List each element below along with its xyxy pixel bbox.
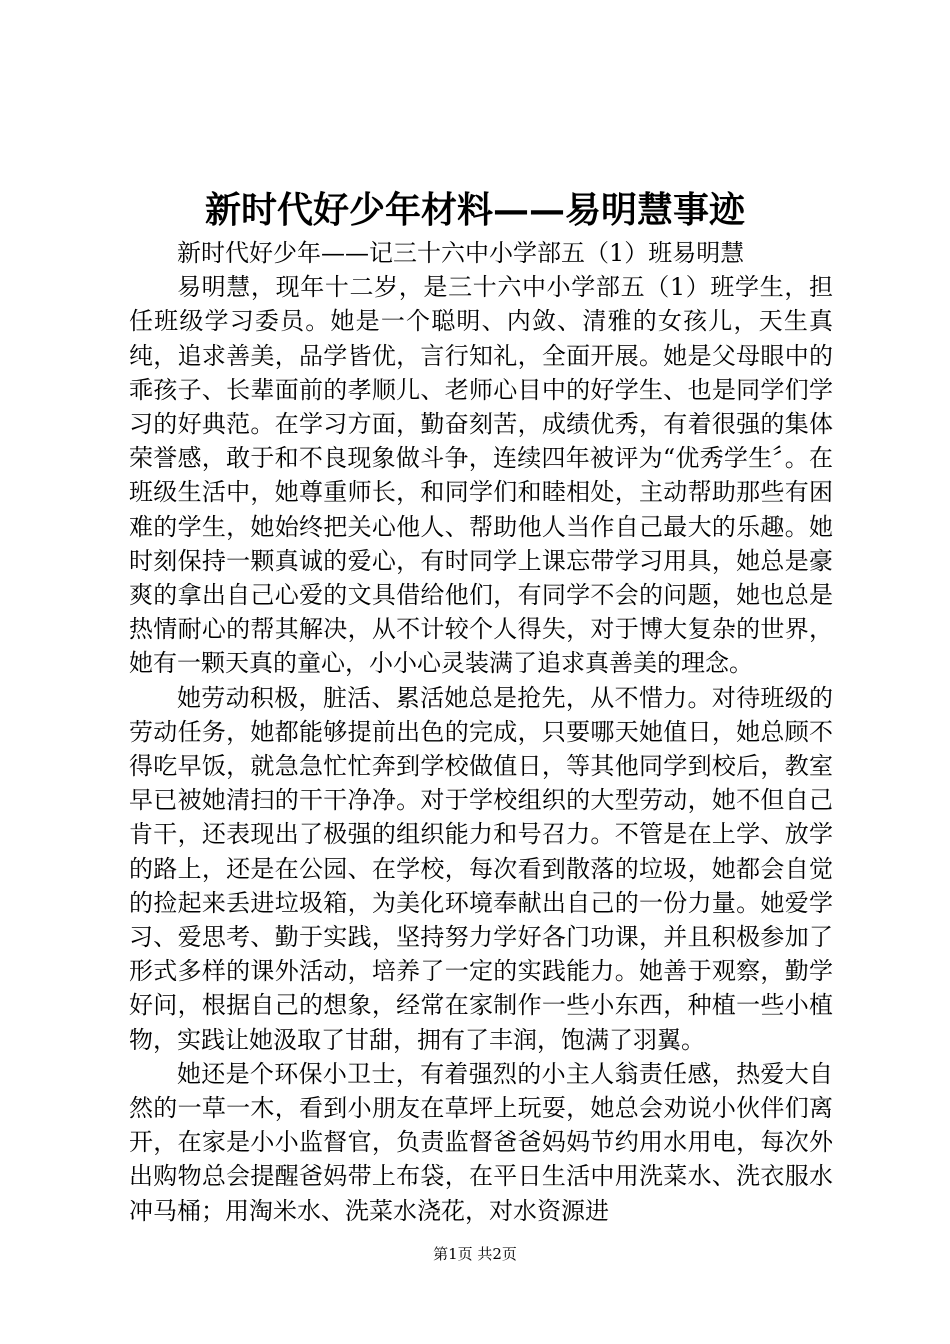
subtitle-paragraph: 新时代好少年——记三十六中小学部五（1）班易明慧 bbox=[177, 239, 745, 267]
document-title: 新时代好少年材料——易明慧事迹 bbox=[204, 189, 745, 231]
body-paragraph: 她还是个环保小卫士，有着强烈的小主人翁责任感，热爱大自然的一草一木，看到小朋友在草坪上玩耍，她总会劝说小伙伴们离开，在家是小小监督官，负责监督爸爸妈妈节约用水用电，每次外出购物总会提醒爸妈带上布袋，在平日生活中用洗菜水、洗衣服水冲马桶；用淘米水、洗菜水浇花，对水资源进 bbox=[129, 1059, 833, 1225]
document-body bbox=[129, 236, 833, 1228]
body-paragraph: 她劳动积极，脏活、累活她总是抢先，从不惜力。对待班级的劳动任务，她都能够提前出色的完成，只要哪天她值日，她总顾不得吃早饭，就急急忙忙奔到学校做值日，等其他同学到校后，教室早已被她清扫的干干净净。对于学校组织的大型劳动，她不但自己肯干，还表现出了极强的组织能力和号召力。不管是在上学、放学的路上，还是在公园、在学校，每次看到散落的垃圾，她都会自觉的捡起来丢进垃圾箱，为美化环境奉献出自己的一份力量。她爱学习、爱思考、勤于实践，坚持努力学好各门功课，并且积极参加了形式多样的课外活动，培养了一定的实践能力。她善于观察，勤学好问，根据自己的想象，经常在家制作一些小东西，种植一些小植物，实践让她汲取了甘甜，拥有了丰润，饱满了羽翼。 bbox=[129, 683, 833, 1054]
page-footer: 第1页 共2页 bbox=[433, 1245, 517, 1263]
body-paragraph: 易明慧，现年十二岁，是三十六中小学部五（1）班学生，担任班级学习委员。她是一个聪明、内敛、清雅的女孩儿，天生真纯，追求善美，品学皆优，言行知礼，全面开展。她是父母眼中的乖孩子、长辈面前的孝顺儿、老师心目中的好学生、也是同学们学习的好典范。在学习方面，勤奋刻苦，成绩优秀，有着很强的集体荣誉感，敢于和不良现象做斗争，连续四年被评为“优秀学生〞。在班级生活中，她尊重师长，和同学们和睦相处，主动帮助那些有困难的学生，她始终把关心他人、帮助他人当作自己最大的乐趣。她时刻保持一颗真诚的爱心，有时同学上课忘带学习用具，她总是豪爽的拿出自己心爱的文具借给他们，有同学不会的问题，她也总是热情耐心的帮其解决，从不计较个人得失，对于博大复杂的世界，她有一颗天真的童心，小小心灵装满了追求真善美的理念。 bbox=[129, 273, 833, 678]
